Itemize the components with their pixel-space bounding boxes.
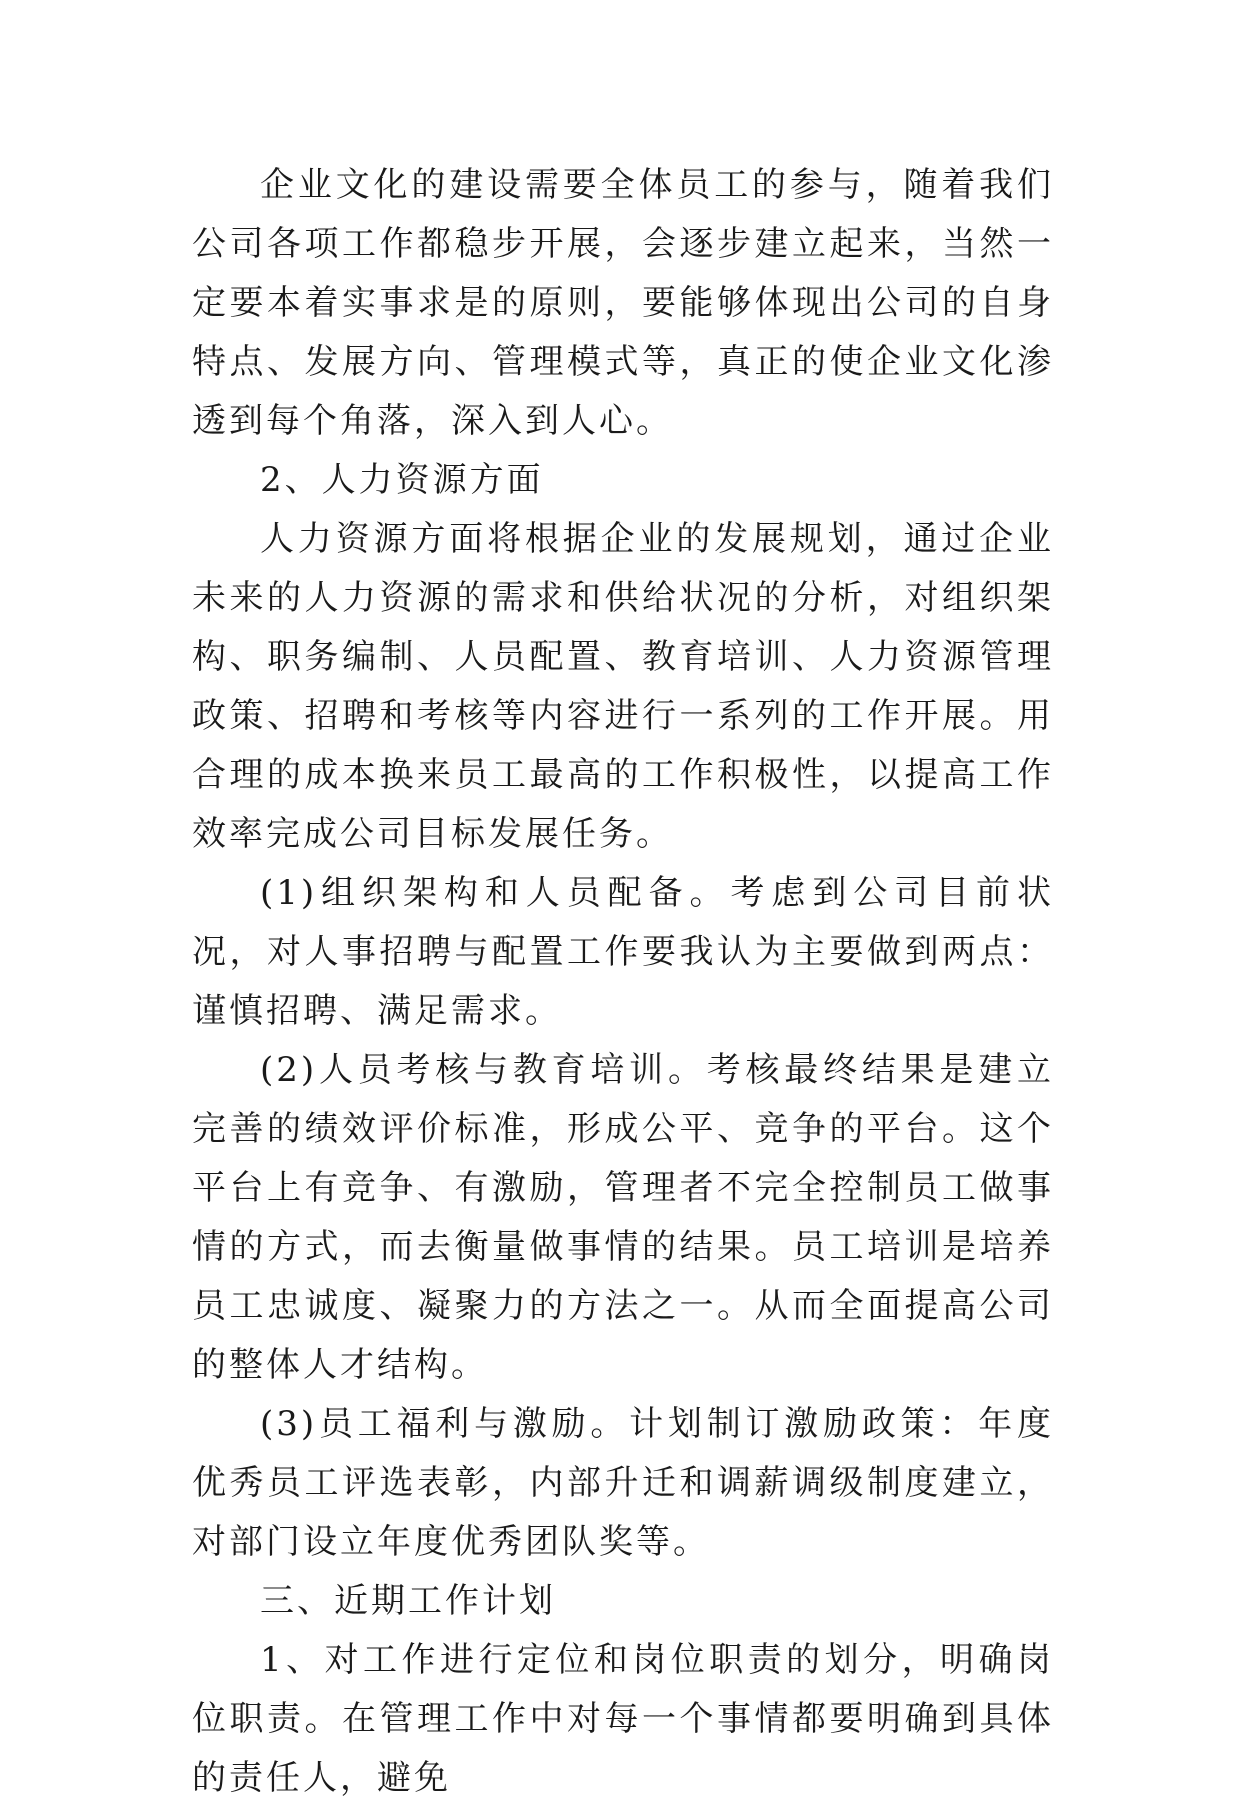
section-heading-human-resources: 2、人力资源方面	[260, 460, 544, 500]
paragraph-corporate-culture: 企业文化的建设需要全体员工的参与，随着我们公司各项工作都稳步开展，会逐步建立起来，当然一定要本着实事求是的原则，要能够体现出公司的自身特点、发展方向、管理模式等，真正的使企业文化渗透到每个角落，深入到人心。	[192, 165, 1054, 441]
document-body	[192, 156, 1054, 1808]
paragraph-welfare-incentives: (3)员工福利与激励。计划制订激励政策：年度优秀员工评选表彰，内部升迁和调薪调级制度建立，对部门设立年度优秀团队奖等。	[192, 1404, 1054, 1562]
paragraph-org-structure: (1)组织架构和人员配备。考虑到公司目前状况，对人事招聘与配置工作要我认为主要做到两点：谨慎招聘、满足需求。	[192, 873, 1054, 1031]
paragraph-job-positioning: 1、对工作进行定位和岗位职责的划分，明确岗位职责。在管理工作中对每一个事情都要明确到具体的责任人，避免	[192, 1640, 1054, 1798]
section-heading-work-plan: 三、近期工作计划	[260, 1581, 556, 1621]
paragraph-human-resources: 人力资源方面将根据企业的发展规划，通过企业未来的人力资源的需求和供给状况的分析，对组织架构、职务编制、人员配置、教育培训、人力资源管理政策、招聘和考核等内容进行一系列的工作开展。用合理的成本换来员工最高的工作积极性，以提高工作效率完成公司目标发展任务。	[192, 519, 1054, 854]
paragraph-assessment-training: (2)人员考核与教育培训。考核最终结果是建立完善的绩效评价标准，形成公平、竞争的平台。这个平台上有竞争、有激励，管理者不完全控制员工做事情的方式，而去衡量做事情的结果。员工培训是培养员工忠诚度、凝聚力的方法之一。从而全面提高公司的整体人才结构。	[192, 1050, 1054, 1385]
